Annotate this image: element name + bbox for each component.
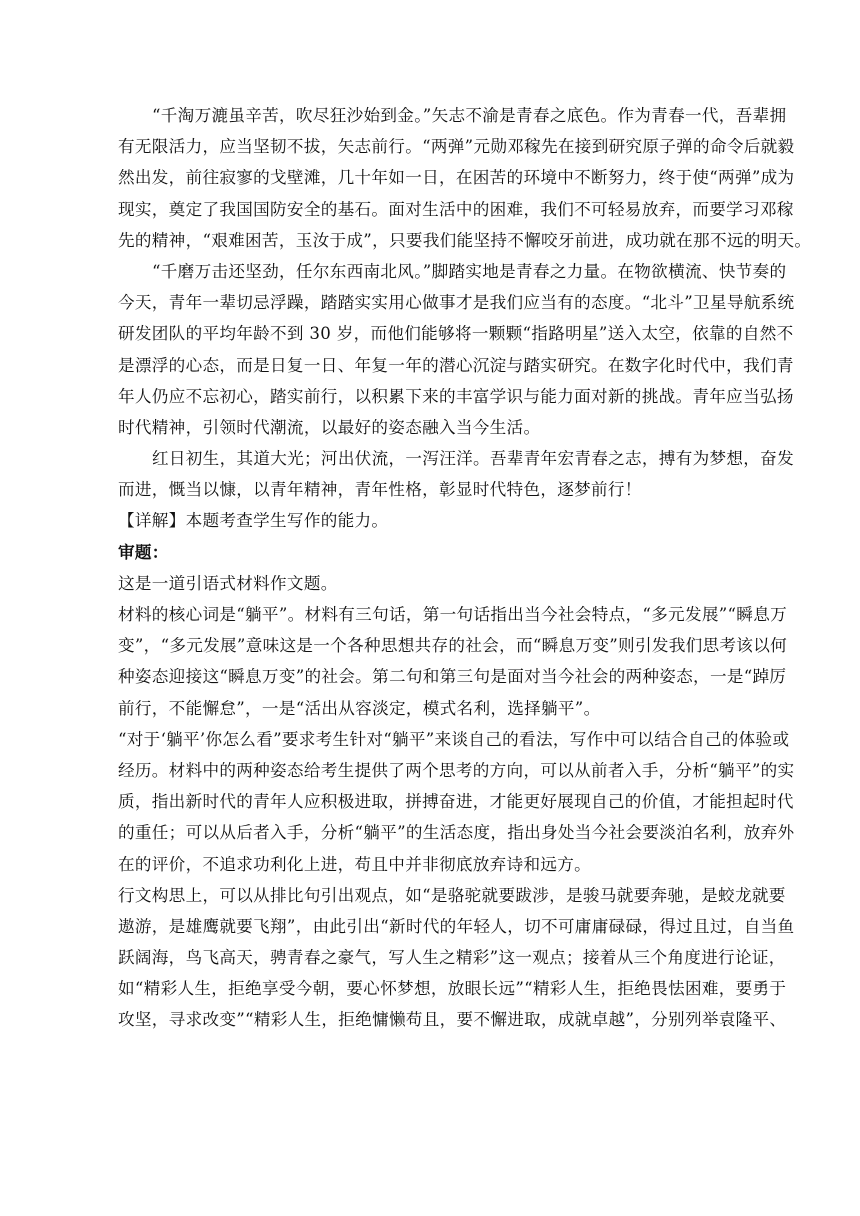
paragraph-line: 是漂浮的心态，而是日复一日、年复一年的潜心沉淀与踏实研究。在数字化时代中，我们青 (118, 355, 794, 375)
document-page (118, 100, 812, 1036)
paragraph-line: 前行，不能懈怠”，一是“活出从容淡定，模式名利，选择躺平”。 (118, 698, 601, 718)
paragraph-line: 红日初生，其道大光；河出伏流，一泻汪洋。吾辈青年宏青春之志，搏有为梦想，奋发 (152, 449, 794, 469)
paragraph-line: 研发团队的平均年龄不到 30 岁，而他们能够将一颗颗“指路明星”送入太空，依靠的自然不 (118, 324, 794, 344)
paragraph-line: 变”，“多元发展”意味这是一个各种思想共存的社会，而“瞬息万变”则引发我们思考该以何 (118, 636, 787, 656)
paragraph-line: 种姿态迎接这“瞬息万变”的社会。第二句和第三句是面对当今社会的两种姿态，一是“踔厉 (118, 667, 787, 687)
paragraph-line: “对于‘躺平’你怎么看”要求考生针对“躺平”来谈自己的看法，写作中可以结合自己的体验或 (118, 729, 790, 749)
paragraph-line: “千淘万漉虽辛苦，吹尽狂沙始到金。”矢志不渝是青春之底色。作为青春一代，吾辈拥 (152, 106, 787, 125)
paragraph-line: 在的评价，不追求功利化上进，苟且中并非彻底放弃诗和远方。 (118, 854, 592, 874)
paragraph-line: 跃阔海，鸟飞高天，骋青春之豪气，写人生之精彩”这一观点；接着从三个角度进行论证， (118, 948, 786, 968)
paragraph-line: “千磨万击还坚劲，任尔东西南北风。”脚踏实地是青春之力量。在物欲横流、快节奏的 (152, 261, 787, 281)
paragraph-line: 攻坚，寻求改变”“精彩人生，拒绝慵懒苟且，要不懈进取，成就卓越”，分别列举袁隆平、 (118, 1010, 787, 1030)
paragraph-line: 质，指出新时代的青年人应积极进取，拼搏奋进，才能更好展现自己的价值，才能担起时代 (118, 792, 794, 812)
paragraph-line: 有无限活力，应当坚韧不拔，矢志前行。“两弹”元勋邓稼先在接到研究原子弹的命令后就毅 (118, 137, 795, 157)
detail-heading: 【详解】本题考查学生写作的能力。 (118, 511, 389, 531)
paragraph-line: 的重任；可以从后者入手，分析“躺平”的生活态度，指出身处当今社会要淡泊名利，放弃外 (118, 823, 795, 843)
paragraph-line: 先的精神，“艰难困苦，玉汝于成”，只要我们能坚持不懈咬牙前进，成功就在那不远的明天。 (118, 230, 812, 250)
paragraph-line: 时代精神，引领时代潮流，以最好的姿态融入当今生活。 (118, 417, 541, 437)
paragraph-line: 行文构思上，可以从排比句引出观点，如“是骆驼就要跋涉，是骏马就要奔驰，是蛟龙就要 (118, 885, 786, 905)
paragraph-line: 如“精彩人生，拒绝享受今朝，要心怀梦想，放眼长远”“精彩人生，拒绝畏怯困难，要勇于 (118, 979, 787, 999)
section-heading: 审题： (118, 541, 169, 562)
paragraph-line: 然出发，前往寂寥的戈壁滩，几十年如一日，在困苦的环境中不断努力，终于使“两弹”成为 (118, 168, 795, 188)
paragraph-line: 而进，慨当以慷，以青年精神，青年性格，彰显时代特色，逐梦前行！ (118, 480, 642, 500)
paragraph-line: 经历。材料中的两种姿态给考生提供了两个思考的方向，可以从前者入手，分析“躺平”的实 (118, 760, 795, 780)
paragraph-line: 这是一道引语式材料作文题。 (118, 573, 338, 593)
paragraph-line: 遨游，是雄鹰就要飞翔”，由此引出“新时代的年轻人，切不可庸庸碌碌，得过且过，自当鱼 (118, 916, 795, 936)
paragraph-line: 年人仍应不忘初心，踏实前行，以积累下来的丰富学识与能力面对新的挑战。青年应当弘扬 (118, 386, 794, 406)
paragraph-line: 现实，奠定了我国国防安全的基石。面对生活中的困难，我们不可轻易放弃，而要学习邓稼 (118, 199, 794, 219)
paragraph-line: 今天，青年一辈切忌浮躁，踏踏实实用心做事才是我们应当有的态度。“北斗”卫星导航系统 (118, 293, 795, 313)
paragraph-line: 材料的核心词是“躺平”。材料有三句话，第一句话指出当今社会特点，“多元发展”“瞬息万 (118, 605, 787, 624)
